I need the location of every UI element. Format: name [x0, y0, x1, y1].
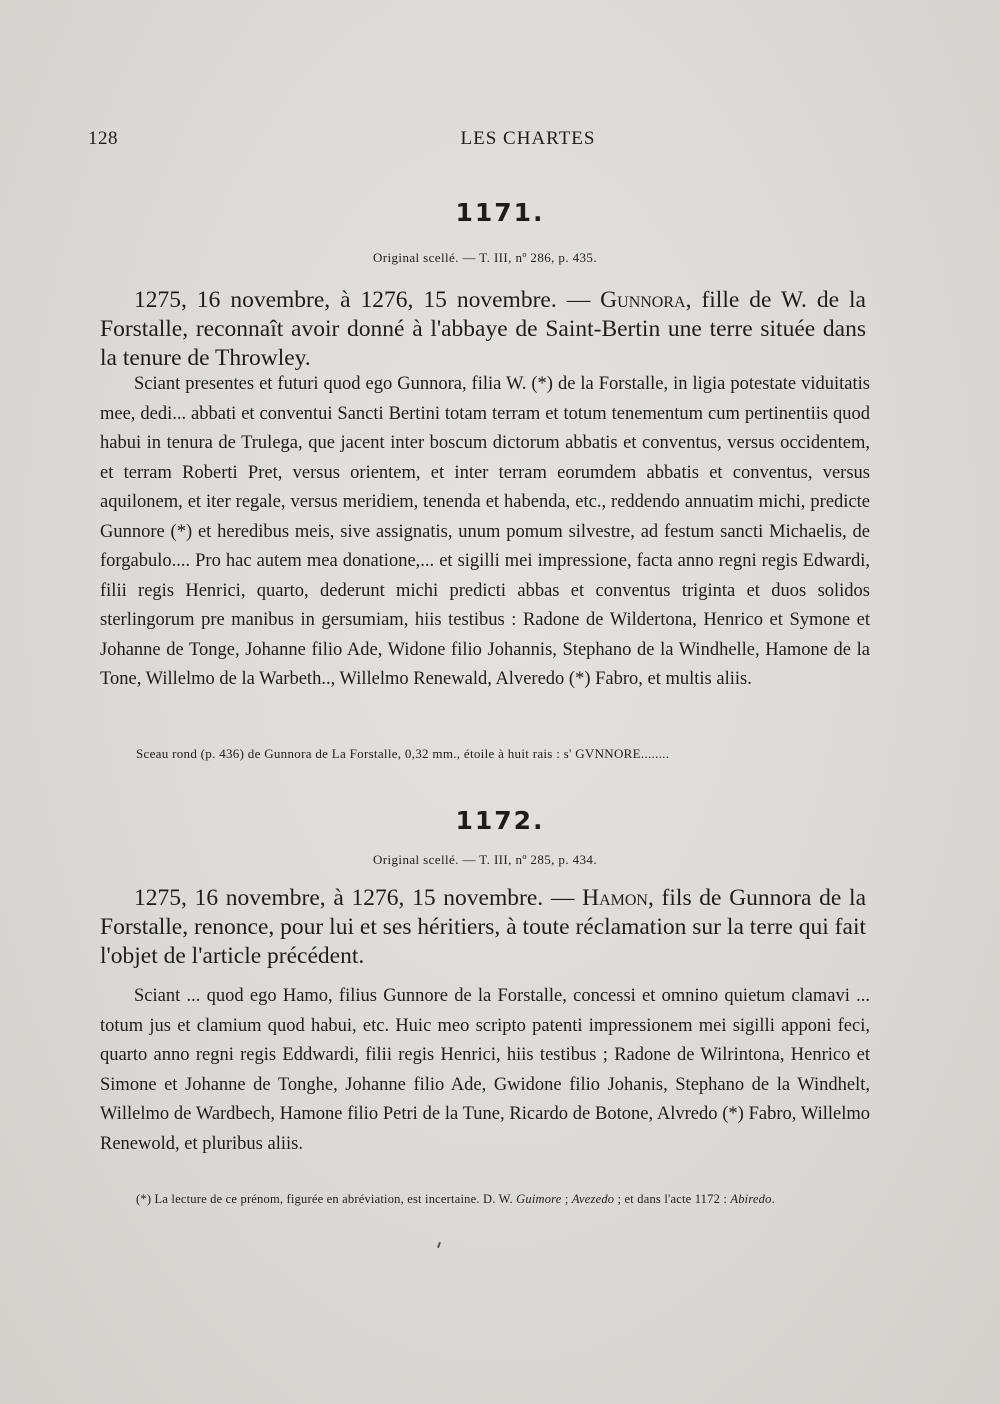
summary-rest: , fille de W. de la Forstalle, reconnaît avoir donné à l'abbaye de Saint-Bertin une terre située dans la tenure de Throwley. — [100, 287, 866, 371]
running-title: LES CHARTES — [460, 128, 596, 149]
summary-rest: , fils de Gunnora de la Forstalle, renonce, pour lui et ses héritiers, à toute réclamation sur la terre qui fait l'objet de l'article précédent. — [100, 885, 866, 969]
footnote-variant: Guimore — [516, 1192, 562, 1206]
charter-paragraph: Sciant ... quod ego Hamo, filius Gunnore de la Forstalle, concessi et omnino quietum clamavi ... totum jus et clamium quod habui, etc. Huic meo scripto patenti impressionem mei sigilli apponi feci, quarto anno regni regis Eddwardi, filii regis Henrici, hiis testibus ; Radone de Wilrintona, Henrico et Simone et Johanne de Tonghe, Johanne filio Ade, Gwidone filio Johanis, Stephano de la Windhelt, Willelmo de Wardbech, Hamone filio Petri de la Tune, Ricardo de Botone, Alvredo (*) Fabro, Willelmo Renewold, et pluribus aliis. — [100, 986, 870, 1154]
charter-text-1171 — [100, 370, 870, 695]
seal-description: Sceau rond (p. 436) de Gunnora de La Forstalle, 0,32 mm., étoile à huit rais : s' GVNNORE........ — [136, 746, 670, 761]
page-number: 128 — [88, 128, 118, 149]
footnote-text: . — [771, 1192, 775, 1206]
footnote-separator: ; — [561, 1192, 572, 1206]
footnote-variant: Avezedo — [571, 1192, 615, 1206]
entry-summary-1171 — [100, 286, 866, 373]
entry-summary-1172 — [100, 884, 866, 971]
entry-number-1172: 1172. — [455, 806, 545, 835]
summary-name: Hamon — [582, 885, 648, 911]
summary-date: 1275, 16 novembre, à 1276, 15 novembre. — — [134, 885, 583, 911]
footnote-text: ; et dans l'acte 1172 : — [614, 1192, 731, 1206]
summary-name: Gunnora — [600, 287, 686, 313]
entry-source-1171: Original scellé. — T. III, nº 286, p. 435. — [373, 250, 597, 265]
footnote-variant: Abiredo — [730, 1192, 772, 1206]
entry-number-1171: 1171. — [455, 198, 545, 227]
summary-date: 1275, 16 novembre, à 1276, 15 novembre. — — [134, 287, 601, 313]
running-head — [88, 128, 888, 158]
entry-source-1172: Original scellé. — T. III, nº 285, p. 434. — [373, 852, 597, 867]
charter-paragraph: Sciant presentes et futuri quod ego Gunnora, filia W. (*) de la Forstalle, in ligia potestate viduitatis mee, dedi... abbati et conventui Sancti Bertini totam terram et totum tenementum cum pertinentiis quod habui in tenura de Trulega, que jacent inter boscum dictorum abbatis et conventus, versus occidentem, et terram Roberti Pret, versus orientem, et inter terram eorumdem abbatis et conventus, versus aquilonem, et iter regale, versus meridiem, tenenda et habenda, etc., reddendo annuatim michi, predicte Gunnore (*) et heredibus meis, sive assignatis, unum pomum silvestre, ad festum sancti Michaelis, de forgabulo.... Pro hac autem mea donatione,... et sigilli mei impressione, facta anno regni regis Edwardi, filii regis Henrici, quarto, dederunt michi predicti abbas et conventus triginta et duos solidos sterlingorum pre manibus in gersumiam, hiis testibus : Radone de Wildertona, Henrico et Symone et Johanne de Tonge, Johanne filio Ade, Widone filio Johannis, Stephano de la Windhelle, Hamone de la Tone, Willelmo de la Warbeth.., Willelmo Renewald, Alveredo (*) Fabro, et multis aliis. — [100, 374, 870, 689]
ink-speck — [437, 1242, 441, 1248]
footnote-marker: (*) — [136, 1192, 152, 1206]
footnote-text: La lecture de ce prénom, figurée en abréviation, est incertaine. D. W. — [151, 1192, 517, 1206]
charter-text-1172 — [100, 982, 870, 1159]
footnote — [100, 1190, 885, 1208]
